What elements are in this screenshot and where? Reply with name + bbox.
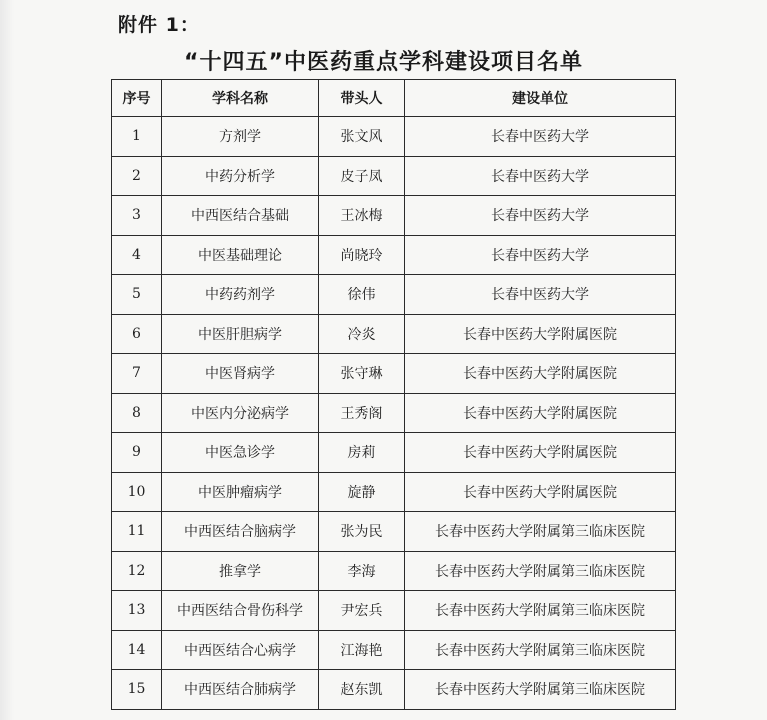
table-row bbox=[112, 393, 676, 433]
serial-number-cell: 13 bbox=[112, 591, 162, 631]
discipline-name-cell: 中西医结合基础 bbox=[162, 196, 319, 236]
header-serial-number: 序号 bbox=[112, 80, 162, 117]
construction-unit-cell: 长春中医药大学 bbox=[405, 156, 676, 196]
table-row bbox=[112, 275, 676, 315]
table-row bbox=[112, 156, 676, 196]
discipline-name-cell: 中医急诊学 bbox=[162, 433, 319, 473]
table-row bbox=[112, 551, 676, 591]
serial-number-cell: 2 bbox=[112, 156, 162, 196]
table-row bbox=[112, 630, 676, 670]
leader-cell: 张文风 bbox=[319, 117, 405, 157]
leader-cell: 房莉 bbox=[319, 433, 405, 473]
table-row bbox=[112, 472, 676, 512]
leader-cell: 皮子凤 bbox=[319, 156, 405, 196]
serial-number-cell: 1 bbox=[112, 117, 162, 157]
construction-unit-cell: 长春中医药大学附属医院 bbox=[405, 393, 676, 433]
header-row bbox=[112, 80, 676, 117]
construction-unit-cell: 长春中医药大学 bbox=[405, 235, 676, 275]
construction-unit-cell: 长春中医药大学附属第三临床医院 bbox=[405, 551, 676, 591]
table-row bbox=[112, 512, 676, 552]
discipline-name-cell: 中西医结合肺病学 bbox=[162, 670, 319, 710]
discipline-list-table bbox=[111, 79, 676, 710]
table-row bbox=[112, 354, 676, 394]
construction-unit-cell: 长春中医药大学附属第三临床医院 bbox=[405, 591, 676, 631]
construction-unit-cell: 长春中医药大学附属医院 bbox=[405, 472, 676, 512]
serial-number-cell: 6 bbox=[112, 314, 162, 354]
discipline-name-cell: 中西医结合心病学 bbox=[162, 630, 319, 670]
serial-number-cell: 12 bbox=[112, 551, 162, 591]
leader-cell: 张守琳 bbox=[319, 354, 405, 394]
construction-unit-cell: 长春中医药大学附属医院 bbox=[405, 354, 676, 394]
construction-unit-cell: 长春中医药大学附属第三临床医院 bbox=[405, 512, 676, 552]
serial-number-cell: 3 bbox=[112, 196, 162, 236]
serial-number-cell: 14 bbox=[112, 630, 162, 670]
discipline-name-cell: 中医肾病学 bbox=[162, 354, 319, 394]
leader-cell: 李海 bbox=[319, 551, 405, 591]
serial-number-cell: 5 bbox=[112, 275, 162, 315]
table-header bbox=[112, 80, 676, 117]
discipline-name-cell: 中药分析学 bbox=[162, 156, 319, 196]
leader-cell: 江海艳 bbox=[319, 630, 405, 670]
leader-cell: 尹宏兵 bbox=[319, 591, 405, 631]
table-row bbox=[112, 117, 676, 157]
serial-number-cell: 11 bbox=[112, 512, 162, 552]
construction-unit-cell: 长春中医药大学附属医院 bbox=[405, 433, 676, 473]
serial-number-cell: 15 bbox=[112, 670, 162, 710]
discipline-name-cell: 中医肿瘤病学 bbox=[162, 472, 319, 512]
serial-number-cell: 9 bbox=[112, 433, 162, 473]
leader-cell: 王冰梅 bbox=[319, 196, 405, 236]
discipline-name-cell: 中西医结合脑病学 bbox=[162, 512, 319, 552]
table-row bbox=[112, 591, 676, 631]
serial-number-cell: 7 bbox=[112, 354, 162, 394]
construction-unit-cell: 长春中医药大学附属第三临床医院 bbox=[405, 670, 676, 710]
header-discipline-name: 学科名称 bbox=[162, 80, 319, 117]
discipline-name-cell: 方剂学 bbox=[162, 117, 319, 157]
construction-unit-cell: 长春中医药大学附属医院 bbox=[405, 314, 676, 354]
construction-unit-cell: 长春中医药大学 bbox=[405, 117, 676, 157]
leader-cell: 赵东凯 bbox=[319, 670, 405, 710]
serial-number-cell: 10 bbox=[112, 472, 162, 512]
leader-cell: 徐伟 bbox=[319, 275, 405, 315]
page-edge bbox=[0, 0, 14, 720]
table-row bbox=[112, 670, 676, 710]
serial-number-cell: 8 bbox=[112, 393, 162, 433]
leader-cell: 王秀阁 bbox=[319, 393, 405, 433]
leader-cell: 张为民 bbox=[319, 512, 405, 552]
table-row bbox=[112, 314, 676, 354]
construction-unit-cell: 长春中医药大学 bbox=[405, 275, 676, 315]
leader-cell: 冷炎 bbox=[319, 314, 405, 354]
discipline-name-cell: 中医肝胆病学 bbox=[162, 314, 319, 354]
discipline-name-cell: 推拿学 bbox=[162, 551, 319, 591]
discipline-name-cell: 中医基础理论 bbox=[162, 235, 319, 275]
serial-number-cell: 4 bbox=[112, 235, 162, 275]
discipline-name-cell: 中药药剂学 bbox=[162, 275, 319, 315]
discipline-name-cell: 中西医结合骨伤科学 bbox=[162, 591, 319, 631]
header-leader: 带头人 bbox=[319, 80, 405, 117]
construction-unit-cell: 长春中医药大学 bbox=[405, 196, 676, 236]
discipline-name-cell: 中医内分泌病学 bbox=[162, 393, 319, 433]
table-row bbox=[112, 235, 676, 275]
document-title: “十四五”中医药重点学科建设项目名单 bbox=[184, 50, 583, 75]
header-construction-unit: 建设单位 bbox=[405, 80, 676, 117]
attachment-label: 附件 1： bbox=[118, 14, 200, 36]
table-row bbox=[112, 196, 676, 236]
table-row bbox=[112, 433, 676, 473]
leader-cell: 尚晓玲 bbox=[319, 235, 405, 275]
leader-cell: 旋静 bbox=[319, 472, 405, 512]
construction-unit-cell: 长春中医药大学附属第三临床医院 bbox=[405, 630, 676, 670]
table-body bbox=[112, 117, 676, 710]
